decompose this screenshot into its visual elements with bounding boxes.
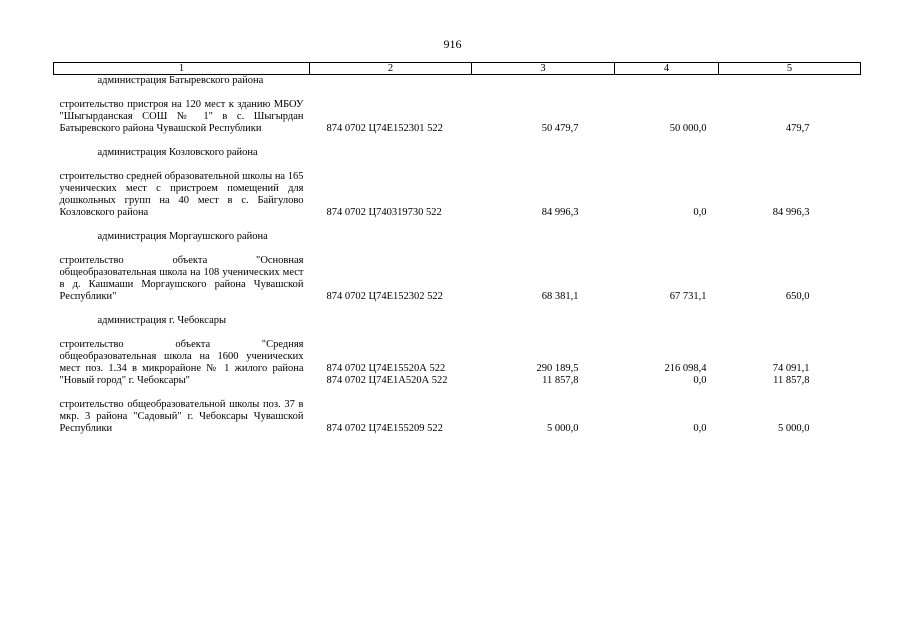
amount-col4: 0,0 xyxy=(693,207,707,218)
budget-code: 874 0702 Ц74Е155209 522 xyxy=(326,423,443,434)
amount-col5: 479,7 xyxy=(785,123,810,134)
amount-col4: 50 000,0 xyxy=(669,123,707,134)
amount-col5: 84 996,3 xyxy=(772,207,810,218)
item-description: строительство объекта "Средняя общеобразовательная школа на 1600 ученических мест поз. 1.34 в микрорайоне № 1 жилого района "Новый город" г. Чебоксары" xyxy=(59,339,304,386)
budget-code-group xyxy=(310,339,472,387)
amount-total: 290 189,5 xyxy=(536,363,579,374)
amount-col4: 216 098,4 xyxy=(664,363,707,374)
amount-col4-group xyxy=(615,339,719,387)
item-description: строительство пристроя на 120 мест к зданию МБОУ "Шыгырданская СОШ № 1" в с. Шыгырдан Батыревского района Чувашской Республики xyxy=(59,99,304,134)
section-title: администрация Батыревского района xyxy=(97,75,264,86)
column-header-5: 5 xyxy=(719,63,861,75)
section-heading-row xyxy=(54,231,861,243)
amount-total: 84 996,3 xyxy=(541,207,579,218)
section-title: администрация Моргаушского района xyxy=(97,231,268,242)
amount-col5-group xyxy=(719,339,861,387)
amount-total: 5 000,0 xyxy=(547,423,579,434)
amount-col4: 67 731,1 xyxy=(669,291,707,302)
amount-col4: 0,0 xyxy=(693,423,707,434)
budget-table xyxy=(53,62,861,435)
page-number: 916 xyxy=(443,37,462,51)
table-row xyxy=(54,339,861,387)
column-header-4: 4 xyxy=(615,63,719,75)
amount-col5: 650,0 xyxy=(785,291,810,302)
amount-col4: 0,0 xyxy=(693,375,707,386)
item-description: строительство средней образовательной школы на 165 ученических мест с пристроем помещений для дошкольных групп на 40 мест в с. Байгулово Козловского района xyxy=(59,171,304,218)
table-row xyxy=(54,171,861,219)
column-header-3: 3 xyxy=(472,63,615,75)
amount-col5: 11 857,8 xyxy=(773,375,810,386)
amount-total: 68 381,1 xyxy=(541,291,579,302)
budget-code: 874 0702 Ц74Е152301 522 xyxy=(326,123,443,134)
column-header-2: 2 xyxy=(310,63,472,75)
section-heading-row xyxy=(54,147,861,159)
section-title: администрация Козловского района xyxy=(97,147,258,158)
item-description: строительство объекта "Основная общеобразовательная школа на 108 ученических мест в д. Кашмаши Моргаушского района Чувашской Республики" xyxy=(59,255,304,302)
column-header-1: 1 xyxy=(54,63,310,75)
amount-total: 50 479,7 xyxy=(541,123,579,134)
section-heading-row xyxy=(54,315,861,327)
budget-code: 874 0702 Ц74Е152302 522 xyxy=(326,291,443,302)
section-heading-row xyxy=(54,75,861,88)
table-row xyxy=(54,99,861,135)
amount-col5: 5 000,0 xyxy=(778,423,810,434)
amount-total-group xyxy=(472,339,615,387)
table-header-row xyxy=(54,63,861,75)
budget-code: 874 0702 Ц74Е1А520А 522 xyxy=(326,375,448,386)
budget-code: 874 0702 Ц740319730 522 xyxy=(326,207,442,218)
table-row xyxy=(54,255,861,303)
budget-code: 874 0702 Ц74Е15520А 522 xyxy=(326,363,446,374)
amount-total: 11 857,8 xyxy=(542,375,579,386)
amount-col5: 74 091,1 xyxy=(772,363,810,374)
table-row xyxy=(54,399,861,435)
item-description: строительство общеобразовательной школы поз. 37 в мкр. 3 района "Садовый" г. Чебоксары Чувашской Республики xyxy=(59,399,304,434)
section-title: администрация г. Чебоксары xyxy=(97,315,227,326)
